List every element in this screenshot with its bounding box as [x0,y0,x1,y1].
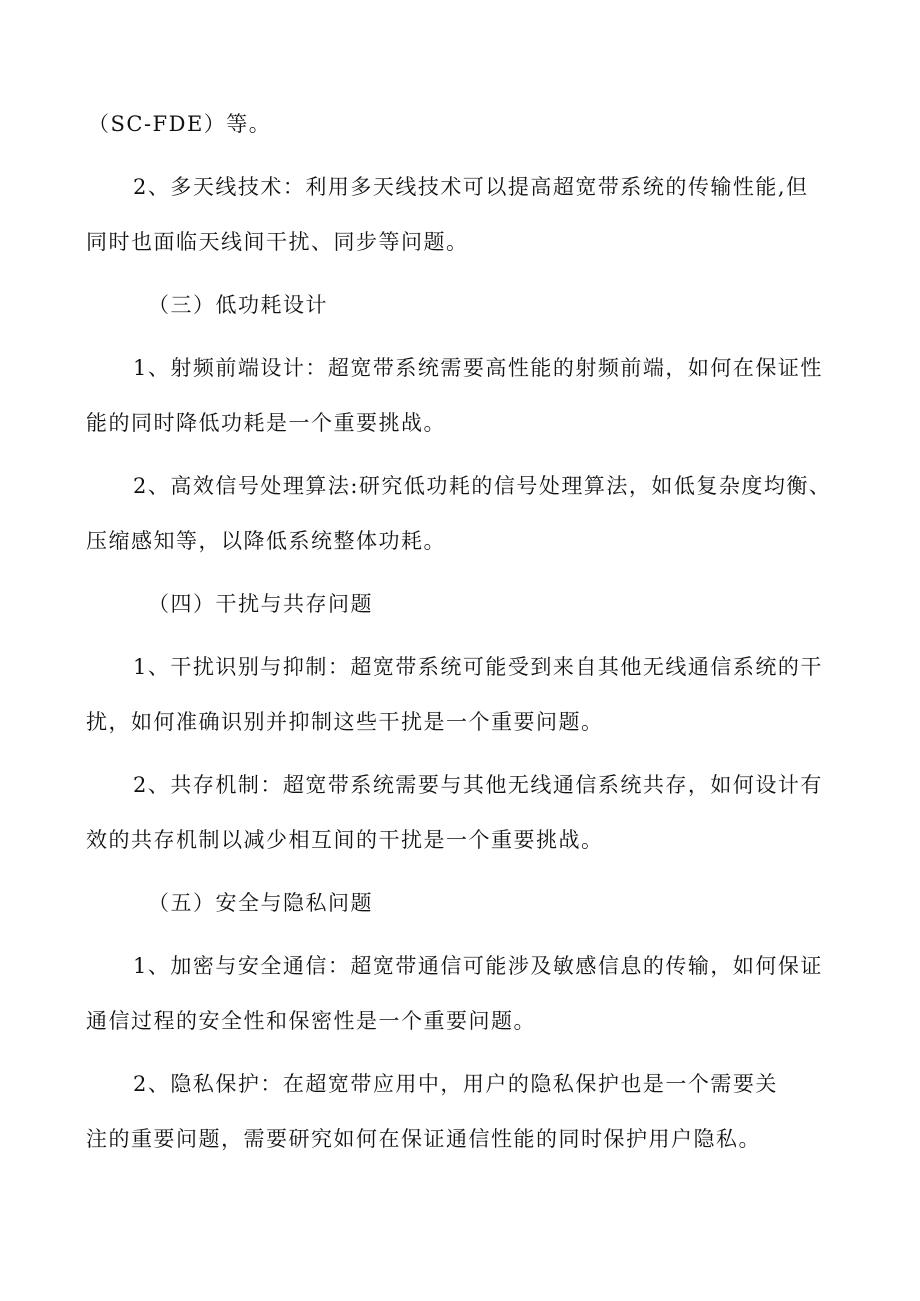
paragraph-line-signal-processing-cont: 压缩感知等，以降低系统整体功耗。 [86,529,446,553]
paragraph-line-interference-suppression: 1、干扰识别与抑制：超宽带系统可能受到来自其他无线通信系统的干 [133,655,823,679]
paragraph-line-interference-suppression-cont: 扰，如何准确识别并抑制这些干扰是一个重要问题。 [86,710,604,734]
paragraph-line-rf-frontend: 1、射频前端设计：超宽带系统需要高性能的射频前端，如何在保证性 [133,356,823,380]
paragraph-line-encryption-cont: 通信过程的安全性和保密性是一个重要问题。 [86,1009,536,1033]
paragraph-line-encryption: 1、加密与安全通信：超宽带通信可能涉及敏感信息的传输，如何保证 [133,954,823,978]
paragraph-line-rf-frontend-cont: 能的同时降低功耗是一个重要挑战。 [86,411,446,435]
section-heading-interference: （四）干扰与共存问题 [148,592,373,616]
paragraph-line-privacy-cont: 注的重要问题，需要研究如何在保证通信性能的同时保护用户隐私。 [86,1127,761,1151]
paragraph-line-sc-fde-continuation: （SC-FDE）等。 [88,112,272,136]
paragraph-line-coexistence: 2、共存机制：超宽带系统需要与其他无线通信系统共存，如何设计有 [133,773,823,797]
section-heading-security-privacy: （五）安全与隐私问题 [148,891,373,915]
section-heading-low-power: （三）低功耗设计 [148,293,328,317]
paragraph-line-signal-processing: 2、高效信号处理算法:研究低功耗的信号处理算法，如低复杂度均衡、 [133,474,832,498]
paragraph-line-multi-antenna-cont: 同时也面临天线间干扰、同步等问题。 [86,230,469,254]
paragraph-line-coexistence-cont: 效的共存机制以减少相互间的干扰是一个重要挑战。 [86,828,604,852]
paragraph-line-privacy: 2、隐私保护：在超宽带应用中，用户的隐私保护也是一个需要关 [133,1072,778,1096]
paragraph-line-multi-antenna: 2、多天线技术：利用多天线技术可以提高超宽带系统的传输性能,但 [133,175,809,199]
